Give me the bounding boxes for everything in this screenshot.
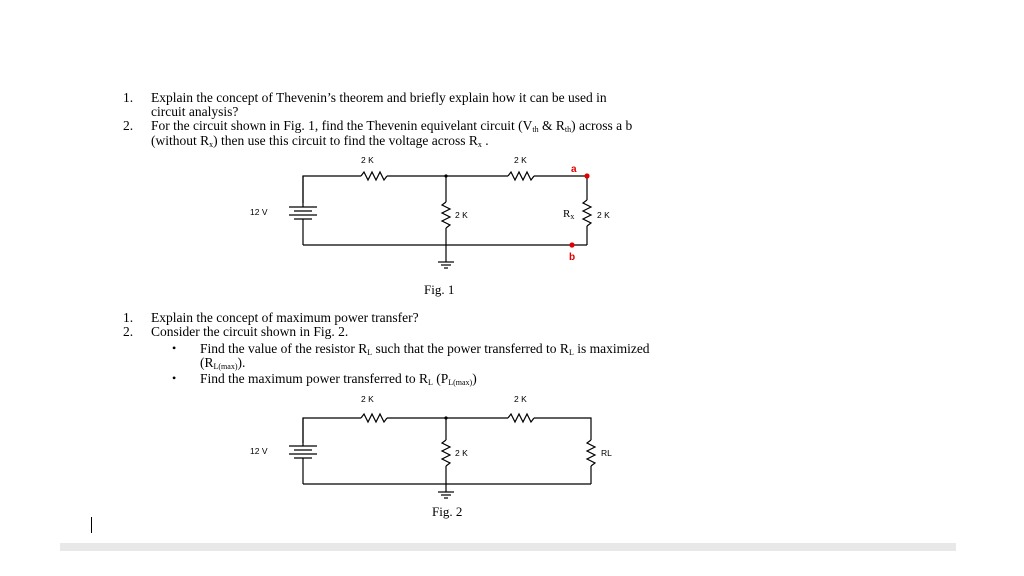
bullet-2: • xyxy=(172,371,177,385)
fig1-rx-label: Rx xyxy=(563,208,575,221)
bullet1-line2: $(R_{L(max)})$. xyxy=(200,355,246,371)
fig1-node-a-label: a xyxy=(571,164,577,175)
fig2-rmid-label: 2 K xyxy=(455,448,468,458)
bullet2-text: Find the maximum power transferred to $R_L$ $(P_{L(max)})$ xyxy=(200,371,477,387)
fig2-rmid-resistor xyxy=(442,440,450,466)
q2-text-line2: (without $R_x$) then use this circuit to find the voltage across $R_x$ . xyxy=(151,133,489,149)
fig2-rl-label: RL xyxy=(601,448,612,458)
fig1-r1-label: 2 K xyxy=(361,155,374,165)
q2-number: 2. xyxy=(123,118,134,133)
s2-q1-text: Explain the concept of maximum power transfer? xyxy=(151,310,419,325)
q1-text-line1: Explain the concept of Thevenin’s theorem and briefly explain how it can be used in xyxy=(151,90,607,105)
q1-text-line2: circuit analysis? xyxy=(151,104,239,119)
fig2-r2-resistor xyxy=(508,414,534,422)
bullet1-line1: Find the value of the resistor $R_L$ such that the power transferred to $R_L$ is maximized xyxy=(200,341,650,357)
s2-q1-number: 1. xyxy=(123,310,134,325)
fig1-rmid-label: 2 K xyxy=(455,210,468,220)
fig2-r2-label: 2 K xyxy=(514,394,527,404)
fig1-rx-value: 2 K xyxy=(597,210,610,220)
q1-number: 1. xyxy=(123,90,134,105)
fig1-source-label: 12 V xyxy=(250,207,268,217)
footer-bar xyxy=(60,543,956,551)
fig2-rl-resistor xyxy=(587,440,595,466)
text-cursor xyxy=(91,517,92,533)
fig1-caption: Fig. 1 xyxy=(424,282,455,297)
s2-q2-text: Consider the circuit shown in Fig. 2. xyxy=(151,324,349,339)
q2-text-line1: For the circuit shown in Fig. 1, find the Thevenin equivelant circuit ($V_{th}$ & $R_{th}$) across a b xyxy=(151,118,633,134)
fig1-node-b-label: b xyxy=(569,252,576,263)
fig1-r2-label: 2 K xyxy=(514,155,527,165)
fig2-r1-resistor xyxy=(361,414,387,422)
fig2-source-label: 12 V xyxy=(250,446,268,456)
fig2-r1-label: 2 K xyxy=(361,394,374,404)
fig2-caption: Fig. 2 xyxy=(432,504,463,519)
s2-q2-number: 2. xyxy=(123,324,134,339)
bullet-1: • xyxy=(172,341,177,355)
